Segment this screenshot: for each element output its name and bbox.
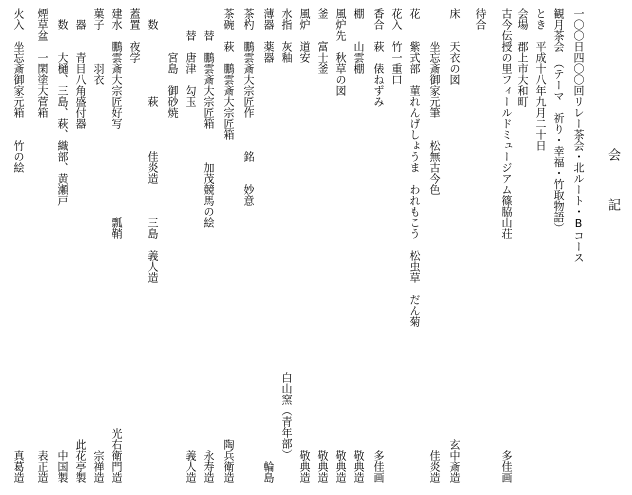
column-text: 菓子 羽衣 bbox=[92, 8, 105, 85]
column-text: 香合 萩 俵ねずみ bbox=[372, 8, 385, 107]
record-column bbox=[178, 0, 196, 495]
column-maker-text: 玄中斎造 bbox=[448, 439, 461, 483]
record-column bbox=[566, 0, 584, 495]
column-text: 床 天衣の図 bbox=[448, 8, 461, 85]
column-text: とき 平成十八年九月二十日 bbox=[534, 8, 547, 151]
column-maker-text: 多佳画 bbox=[500, 450, 513, 483]
record-column bbox=[86, 0, 104, 495]
column-text: 宮島 御砂焼 bbox=[166, 8, 179, 118]
record-column bbox=[422, 0, 440, 495]
record-column bbox=[160, 0, 178, 495]
column-maker-text: 義人造 bbox=[184, 450, 197, 483]
title-column bbox=[600, 0, 618, 495]
column-text: 花 紫式部 菫れんげしょうま われもこう 松虫草 だん菊 bbox=[408, 8, 421, 327]
column-maker-text: 中国製 bbox=[56, 450, 69, 483]
record-column bbox=[494, 0, 512, 495]
column-text: 薄器 薬器 bbox=[262, 8, 275, 63]
record-column bbox=[140, 0, 158, 495]
column-mid-text: 白山窯（青年部） bbox=[280, 372, 293, 460]
column-text: 一〇〇日四〇〇回リレー茶会・北ルート・Bコース bbox=[572, 8, 585, 263]
column-maker-text: 表正造 bbox=[36, 450, 49, 483]
column-maker-text: 敬典造 bbox=[334, 450, 347, 483]
record-column bbox=[274, 0, 292, 495]
record-column bbox=[528, 0, 546, 495]
record-column bbox=[50, 0, 68, 495]
column-text: 風炉先 秋草の図 bbox=[334, 8, 347, 96]
column-text: 火入 坐忘斎御家元箱 竹の絵 bbox=[12, 8, 25, 173]
column-text: 花入 竹一重口 bbox=[390, 8, 403, 85]
column-text: 器 青目八角盛付器 bbox=[74, 8, 87, 129]
column-text: 待合 bbox=[474, 8, 487, 30]
record-column bbox=[196, 0, 214, 495]
column-text: 数 萩 佳炎造 三島 義人造 bbox=[146, 8, 159, 283]
record-column bbox=[546, 0, 564, 495]
record-title: 会 記 bbox=[605, 148, 620, 223]
column-text: 古今伝授の里フィールドミュージアム篠脇山荘 bbox=[500, 8, 513, 239]
column-text: 水指 灰釉 bbox=[280, 8, 293, 63]
record-column bbox=[68, 0, 86, 495]
column-maker-text: 陶兵衛造 bbox=[222, 439, 235, 483]
record-column bbox=[442, 0, 460, 495]
record-column bbox=[216, 0, 234, 495]
record-column bbox=[104, 0, 122, 495]
column-text: 観月茶会 （テーマ 祈り・幸福・竹取物語） bbox=[552, 8, 565, 234]
column-text: 会場 郡上市大和町 bbox=[516, 8, 529, 107]
column-maker-text: 敬典造 bbox=[352, 450, 365, 483]
column-maker-text: 敬典造 bbox=[316, 450, 329, 483]
record-column bbox=[366, 0, 384, 495]
record-column bbox=[122, 0, 140, 495]
record-column bbox=[310, 0, 328, 495]
record-column bbox=[6, 0, 24, 495]
record-column bbox=[384, 0, 402, 495]
column-text: 坐忘斎御家元筆 松無古今色 bbox=[428, 8, 441, 195]
column-maker-text: 多佳画 bbox=[372, 450, 385, 483]
column-text: 釜 富士釜 bbox=[316, 8, 329, 74]
record-column bbox=[236, 0, 254, 495]
column-maker-text: 敬典造 bbox=[298, 450, 311, 483]
column-text: 建水 鵬雲斎大宗匠好写 瓢鞘 bbox=[110, 8, 123, 239]
record-column bbox=[256, 0, 274, 495]
column-maker-text: 宗禅造 bbox=[92, 450, 105, 483]
column-text: 茶杓 鵬雲斎大宗匠作 銘 妙意 bbox=[242, 8, 255, 206]
column-text: 煙草盆 一閑塗大菅箱 bbox=[36, 8, 49, 118]
column-text: 蓋置 夜学 bbox=[128, 8, 141, 63]
column-text: 数 大樋、三島、萩、織部、黄瀬戸 bbox=[56, 8, 69, 206]
record-column bbox=[30, 0, 48, 495]
column-maker-text: 光右衛門造 bbox=[110, 428, 123, 483]
column-maker-text: 輪島 bbox=[262, 461, 275, 483]
column-maker-text: 真葛造 bbox=[12, 450, 25, 483]
record-column bbox=[292, 0, 310, 495]
column-text: 風炉 道安 bbox=[298, 8, 311, 63]
column-text: 替 鵬雲斎大宗匠箱 加茂競馬の絵 bbox=[202, 8, 215, 228]
record-column bbox=[468, 0, 486, 495]
column-maker-text: 永寿造 bbox=[202, 450, 215, 483]
record-column bbox=[402, 0, 420, 495]
column-maker-text: 佳炎造 bbox=[428, 450, 441, 483]
column-text: 替 唐津 勾玉 bbox=[184, 8, 197, 107]
column-maker-text: 此花亭製 bbox=[74, 439, 87, 483]
record-column bbox=[328, 0, 346, 495]
column-text: 茶碗 萩 鵬雲斎大宗匠箱 bbox=[222, 8, 235, 140]
record-column bbox=[346, 0, 364, 495]
column-text: 棚 山雲棚 bbox=[352, 8, 365, 74]
